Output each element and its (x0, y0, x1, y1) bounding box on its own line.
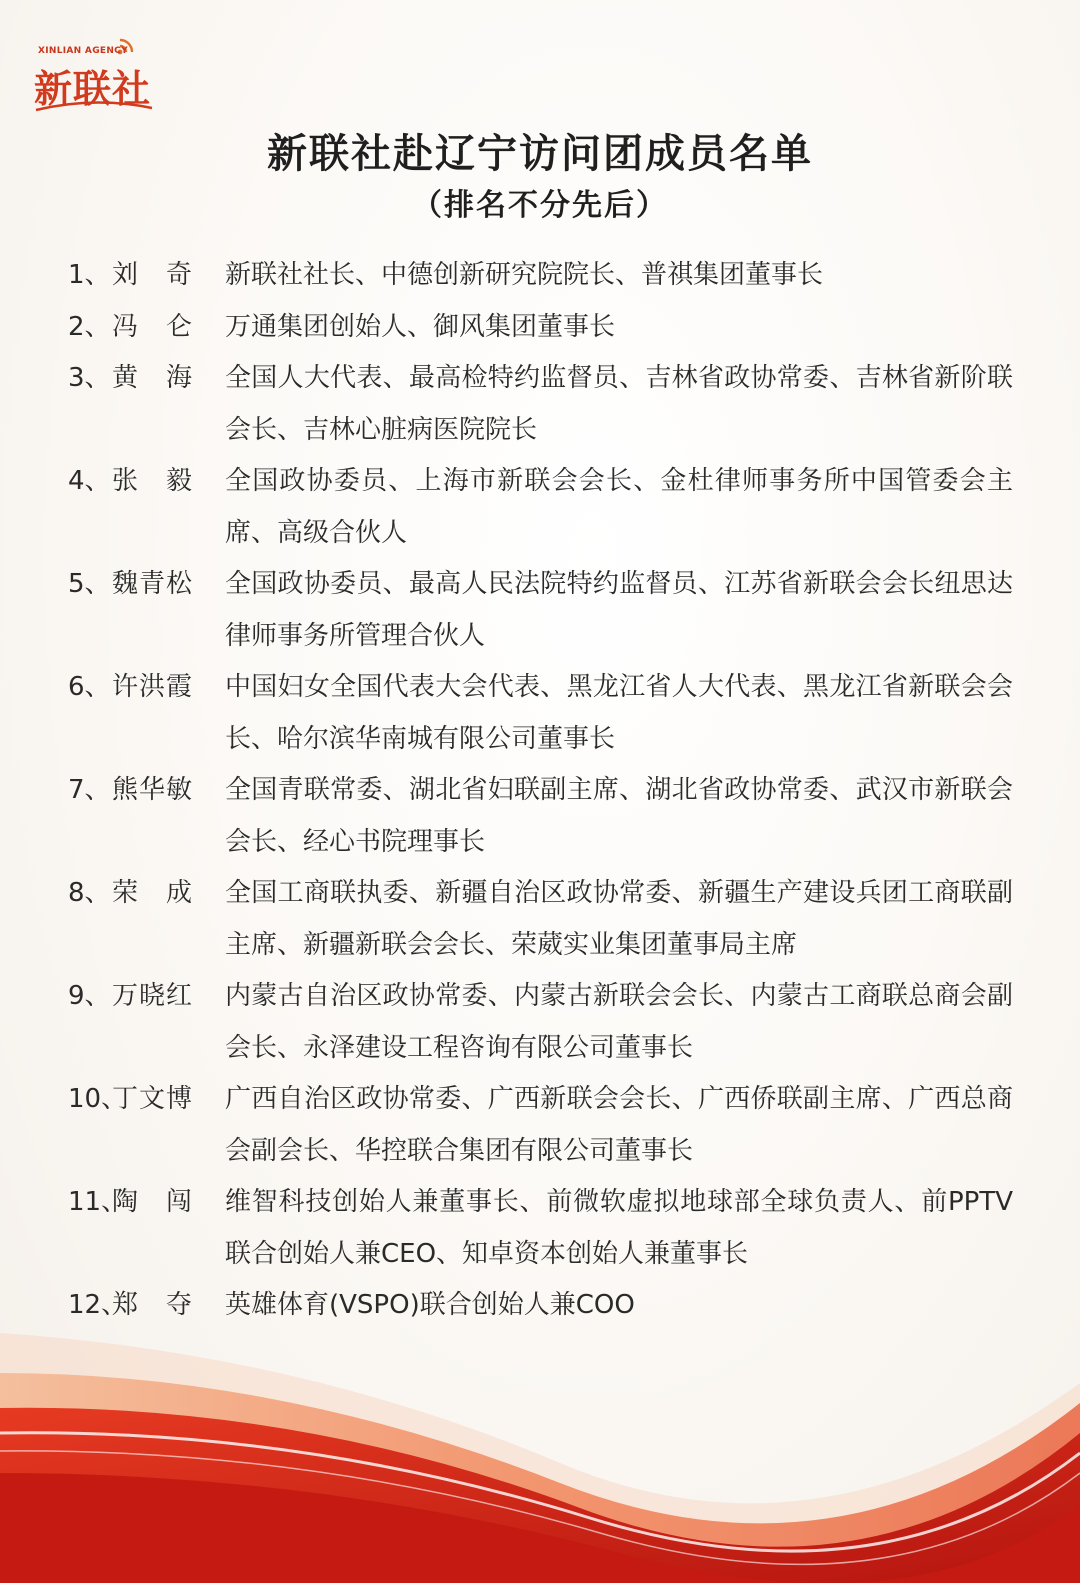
member-name: 冯 仑 (112, 311, 194, 342)
member-titles: 全国政协委员、上海市新联会会长、金杜律师事务所中国管委会主席、高级合伙人 (225, 466, 1013, 548)
list-item (68, 662, 1013, 765)
member-name: 陶 闯 (112, 1187, 194, 1217)
list-item (68, 353, 1013, 456)
member-name: 许洪霞 (112, 672, 194, 702)
member-titles: 全国人大代表、最高检特约监督员、吉林省政协常委、吉林省新阶联会长、吉林心脏病医院院长 (225, 363, 1013, 445)
list-item (68, 868, 1013, 971)
member-titles: 维智科技创始人兼董事长、前微软虚拟地球部全球负责人、前PPTV联合创始人兼CEO、知卓资本创始人兼董事长 (225, 1187, 1013, 1269)
member-number: 10、 (68, 1084, 128, 1114)
member-titles: 中国妇女全国代表大会代表、黑龙江省人大代表、黑龙江省新联会会长、哈尔滨华南城有限公司董事长 (225, 672, 1013, 754)
list-item (68, 1074, 1013, 1177)
list-item (68, 302, 1013, 354)
member-name: 黄 海 (112, 363, 194, 393)
member-number: 8、 (68, 878, 111, 908)
member-titles: 广西自治区政协常委、广西新联会会长、广西侨联副主席、广西总商会副会长、华控联合集团有限公司董事长 (225, 1084, 1013, 1166)
member-number: 12、 (68, 1290, 128, 1320)
member-list (68, 250, 1013, 1332)
list-item (68, 971, 1013, 1074)
member-number: 2、 (68, 311, 111, 342)
member-number: 11、 (68, 1187, 128, 1217)
member-name: 丁文博 (112, 1084, 194, 1114)
list-item (68, 456, 1013, 559)
logo (34, 36, 154, 116)
member-number: 1、 (68, 260, 111, 290)
member-name: 张 毅 (112, 466, 194, 496)
list-item (68, 765, 1013, 868)
member-name: 刘 奇 (112, 260, 194, 290)
member-titles: 英雄体育(VSPO)联合创始人兼COO (225, 1290, 635, 1320)
member-name: 荣 成 (112, 878, 194, 908)
member-number: 9、 (68, 981, 111, 1011)
member-name: 魏青松 (112, 569, 194, 599)
member-name: 熊华敏 (112, 775, 194, 805)
page-title: 新联社赴辽宁访问团成员名单 (267, 130, 813, 177)
member-number: 7、 (68, 775, 111, 805)
member-number: 3、 (68, 363, 111, 393)
member-titles: 全国政协委员、最高人民法院特约监督员、江苏省新联会会长纽思达律师事务所管理合伙人 (225, 569, 1013, 651)
list-item (68, 559, 1013, 662)
member-name: 郑 夺 (112, 1290, 194, 1320)
member-number: 4、 (68, 466, 111, 496)
logo-chinese-text: 新联社 (34, 66, 152, 111)
logo-english-text: XINLIAN AGENCY (38, 46, 128, 56)
list-item (68, 1177, 1013, 1280)
logo-swoosh-icon (34, 98, 154, 114)
member-number: 6、 (68, 672, 111, 702)
member-titles: 万通集团创始人、御风集团董事长 (225, 311, 616, 342)
list-item (68, 250, 1013, 302)
member-titles: 新联社社长、中德创新研究院院长、普祺集团董事长 (225, 260, 824, 290)
member-number: 5、 (68, 569, 111, 599)
member-titles: 全国工商联执委、新疆自治区政协常委、新疆生产建设兵团工商联副主席、新疆新联会会长、荣葳实业集团董事局主席 (225, 878, 1013, 960)
member-name: 万晓红 (112, 981, 194, 1011)
decorative-red-wave (0, 1313, 1080, 1583)
member-titles: 内蒙古自治区政协常委、内蒙古新联会会长、内蒙古工商联总商会副会长、永泽建设工程咨询有限公司董事长 (225, 981, 1013, 1063)
page-subtitle: （排名不分先后） (412, 188, 668, 223)
member-titles: 全国青联常委、湖北省妇联副主席、湖北省政协常委、武汉市新联会会长、经心书院理事长 (225, 775, 1013, 857)
